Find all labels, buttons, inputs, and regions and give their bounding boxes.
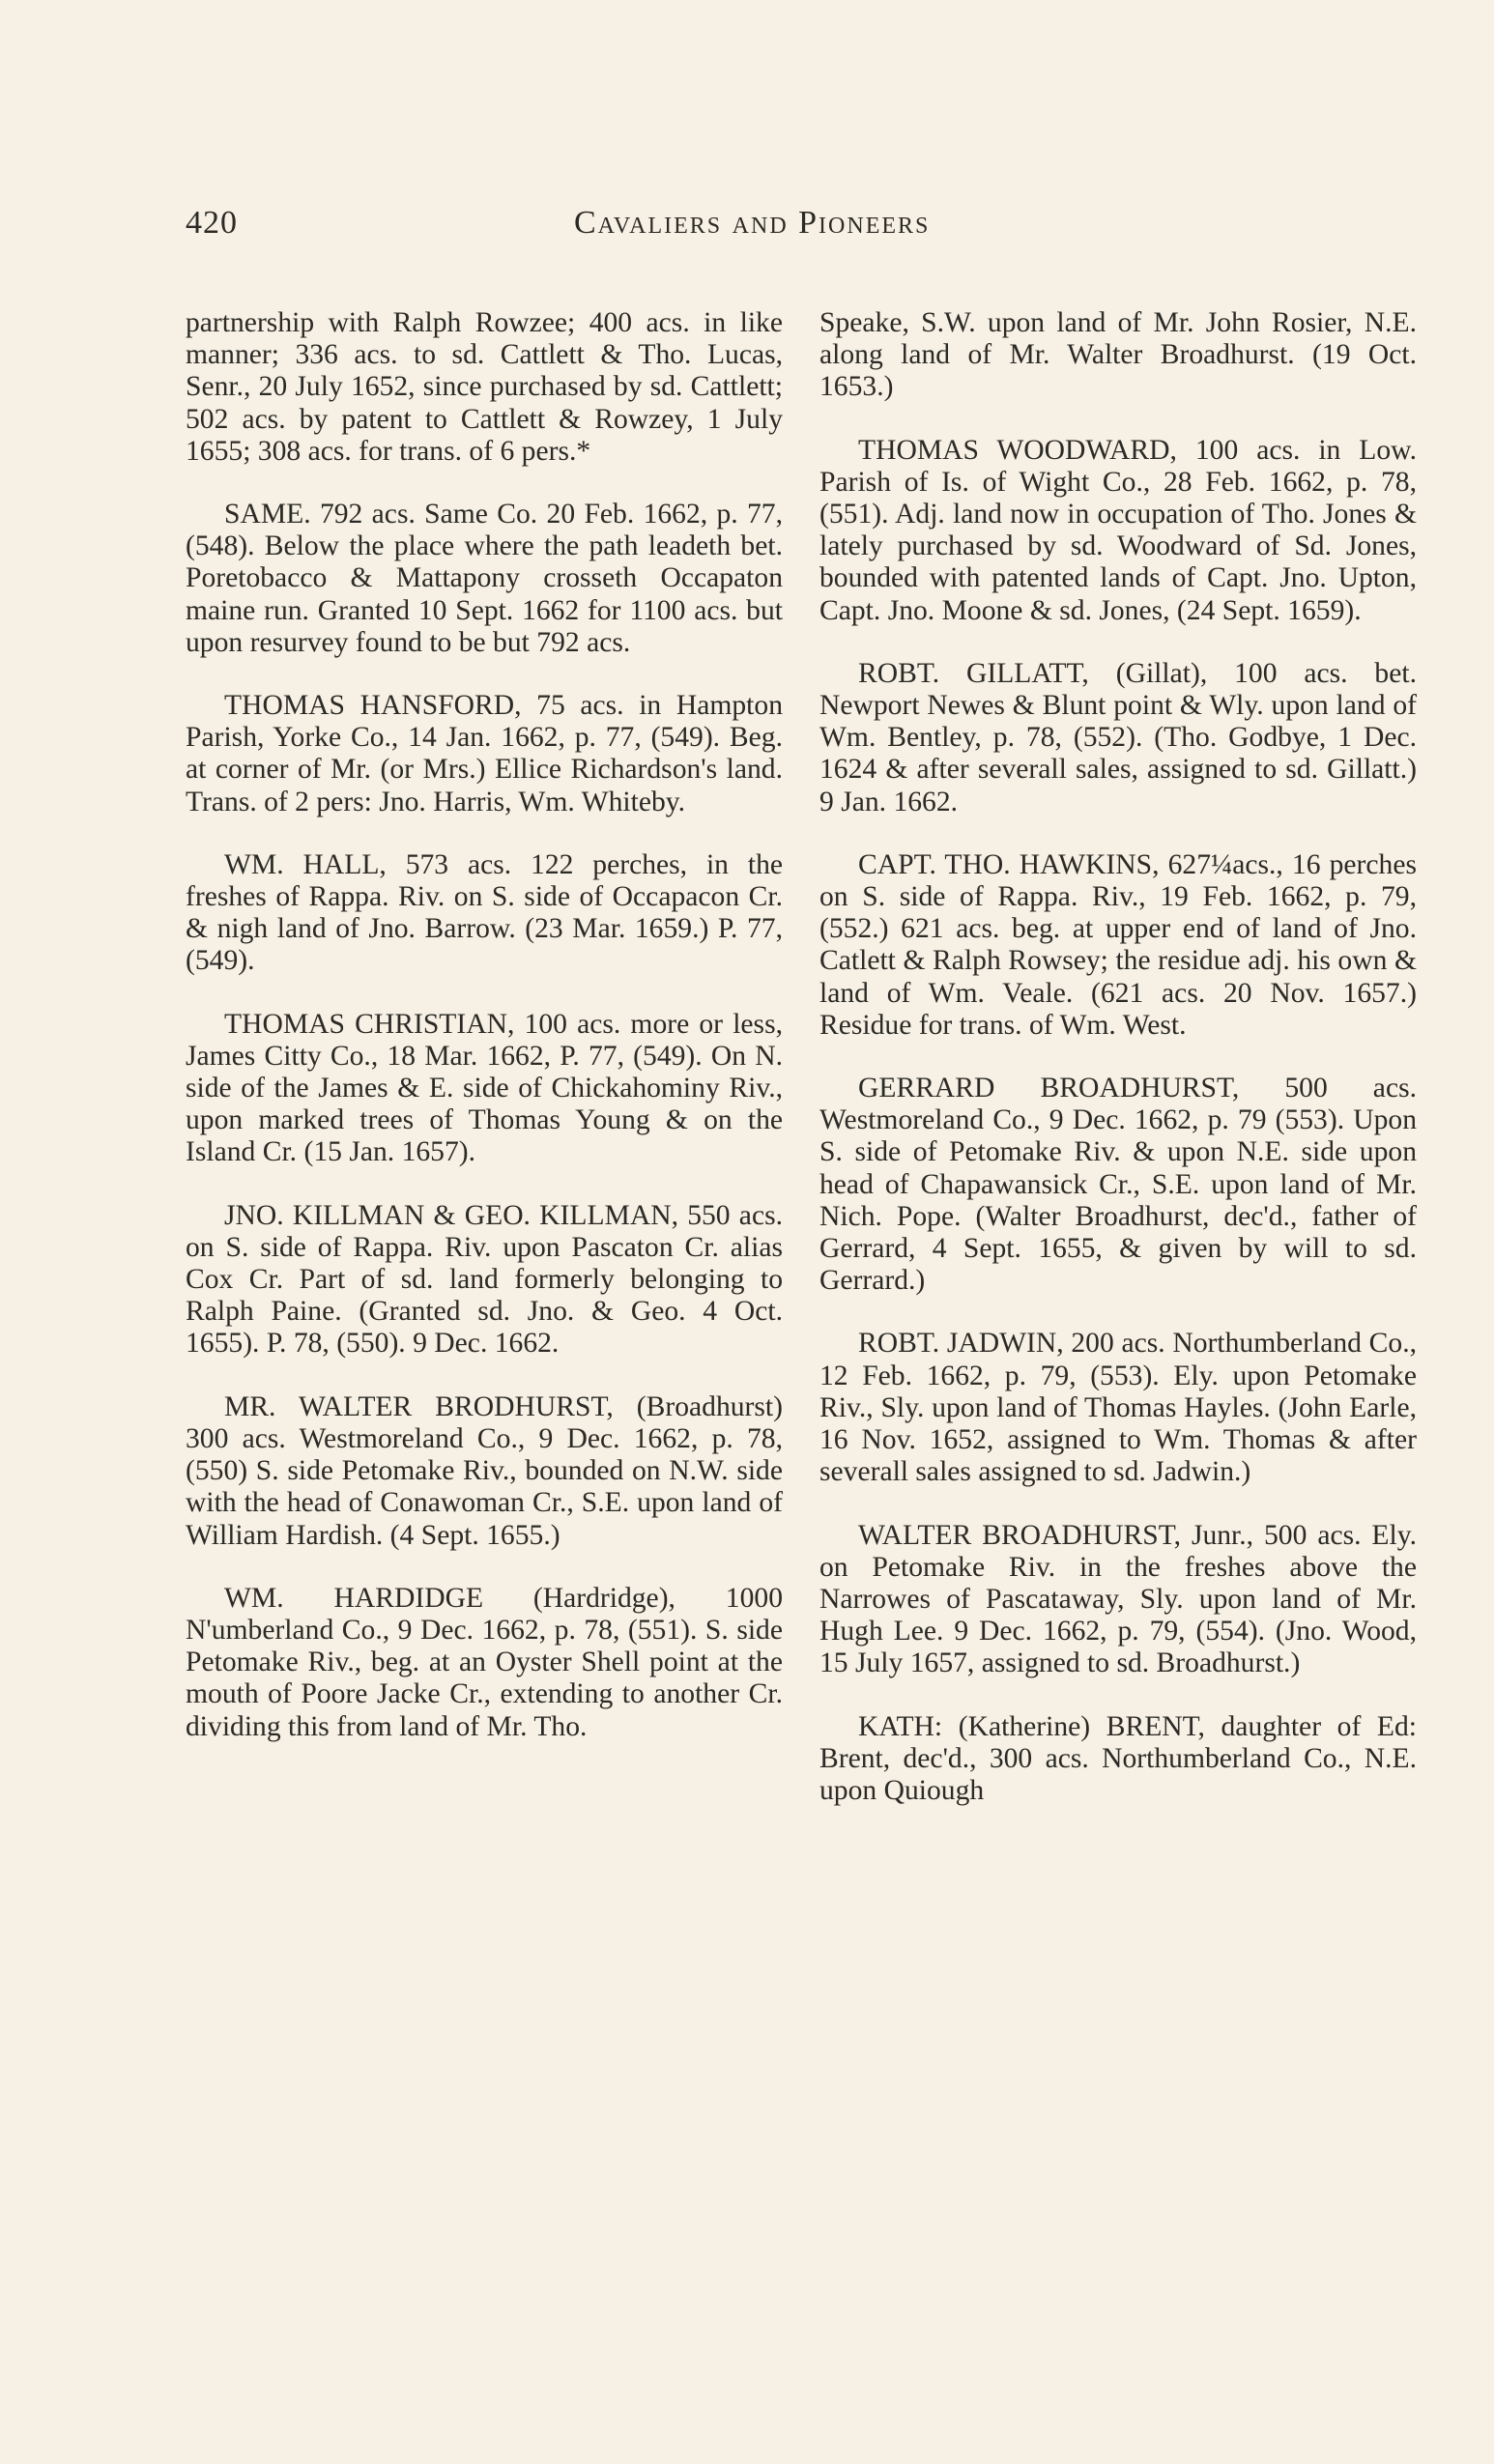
patent-entry: ROBT. JADWIN, 200 acs. Northumberland Co., 12 Feb. 1662, p. 79, (553). Ely. upon Petomake Riv., Sly. upon land of Thomas Hayles. (John Earle, 16 Nov. 1652, assigned to Wm. Thomas & after severall sales assigned to sd. Jadwin.): [819, 1328, 1417, 1488]
page-number: 420: [186, 205, 238, 241]
patent-entry: partnership with Ralph Rowzee; 400 acs. in like manner; 336 acs. to sd. Cattlett & Tho. Lucas, Senr., 20 July 1652, since purchased by sd. Cattlett; 502 acs. by patent to Cattlett & Rowzey, 1 July 1655; 308 acs. for trans. of 6 pers.*: [186, 307, 783, 467]
left-column: [186, 307, 783, 1774]
patent-entry: KATH: (Katherine) BRENT, daughter of Ed: Brent, dec'd., 300 acs. Northumberland Co., N.E. upon Quiough: [819, 1710, 1417, 1806]
patent-entry: WALTER BROADHURST, Junr., 500 acs. Ely. on Petomake Riv. in the freshes above the Narrowes of Pascataway, Sly. upon land of Mr. Hugh Lee. 9 Dec. 1662, p. 79, (554). (Jno. Wood, 15 July 1657, assigned to sd. Broadhurst.): [819, 1519, 1417, 1679]
patent-entry: THOMAS CHRISTIAN, 100 acs. more or less, James Citty Co., 18 Mar. 1662, P. 77, (549). On N. side of the James & E. side of Chickahominy Riv., upon marked trees of Thomas Young & on the Island Cr. (15 Jan. 1657).: [186, 1008, 783, 1168]
patent-entry: THOMAS HANSFORD, 75 acs. in Hampton Parish, Yorke Co., 14 Jan. 1662, p. 77, (549). Beg. at corner of Mr. (or Mrs.) Ellice Richardson's land. Trans. of 2 pers: Jno. Harris, Wm. Whiteby.: [186, 690, 783, 817]
right-column: [819, 307, 1417, 1838]
patent-entry: JNO. KILLMAN & GEO. KILLMAN, 550 acs. on S. side of Rappa. Riv. upon Pascaton Cr. alias Cox Cr. Part of sd. land formerly belonging to Ralph Paine. (Granted sd. Jno. & Geo. 4 Oct. 1655). P. 78, (550). 9 Dec. 1662.: [186, 1199, 783, 1360]
running-head-title: Cavaliers and Pioneers: [574, 205, 931, 241]
patent-entry: SAME. 792 acs. Same Co. 20 Feb. 1662, p. 77, (548). Below the place where the path leadeth bet. Poretobacco & Mattapony crosseth Occapaton maine run. Granted 10 Sept. 1662 for 1100 acs. but upon resurvey found to be but 792 acs.: [186, 499, 783, 658]
patent-entry: MR. WALTER BRODHURST, (Broadhurst) 300 acs. Westmoreland Co., 9 Dec. 1662, p. 78, (550) S. side Petomake Riv., bounded on N.W. side with the head of Conawoman Cr., S.E. upon land of William Hardish. (4 Sept. 1655.): [186, 1390, 783, 1551]
patent-entry: WM. HARDIDGE (Hardridge), 1000 N'umberland Co., 9 Dec. 1662, p. 78, (551). S. side Petomake Riv., beg. at an Oyster Shell point at the mouth of Poore Jacke Cr., extending to another Cr. dividing this from land of Mr. Tho.: [186, 1582, 783, 1742]
patent-entry: GERRARD BROADHURST, 500 acs. Westmoreland Co., 9 Dec. 1662, p. 79 (553). Upon S. side of Petomake Riv. & upon N.E. side upon head of Chapawansick Cr., S.E. upon land of Mr. Nich. Pope. (Walter Broadhurst, dec'd., father of Gerrard, 4 Sept. 1655, & given by will to sd. Gerrard.): [819, 1073, 1417, 1297]
patent-entry: Speake, S.W. upon land of Mr. John Rosier, N.E. along land of Mr. Walter Broadhurst. (19 Oct. 1653.): [819, 307, 1417, 403]
patent-entry: ROBT. GILLATT, (Gillat), 100 acs. bet. Newport Newes & Blunt point & Wly. upon land of Wm. Bentley, p. 78, (552). (Tho. Godbye, 1 Dec. 1624 & after severall sales, assigned to sd. Gillatt.) 9 Jan. 1662.: [819, 657, 1417, 817]
patent-entry: WM. HALL, 573 acs. 122 perches, in the freshes of Rappa. Riv. on S. side of Occapacon Cr. & nigh land of Jno. Barrow. (23 Mar. 1659.) P. 77, (549).: [186, 848, 783, 977]
patent-entry: CAPT. THO. HAWKINS, 627¼acs., 16 perches on S. side of Rappa. Riv., 19 Feb. 1662, p. 79, (552.) 621 acs. beg. at upper end of land of Jno. Catlett & Ralph Rowsey; the residue adj. his own & land of Wm. Veale. (621 acs. 20 Nov. 1657.) Residue for trans. of Wm. West.: [819, 848, 1417, 1041]
patent-entry: THOMAS WOODWARD, 100 acs. in Low. Parish of Is. of Wight Co., 28 Feb. 1662, p. 78, (551). Adj. land now in occupation of Tho. Jones & lately purchased by sd. Woodward of Sd. Jones, bounded with patented lands of Capt. Jno. Upton, Capt. Jno. Moone & sd. Jones, (24 Sept. 1659).: [819, 434, 1417, 626]
